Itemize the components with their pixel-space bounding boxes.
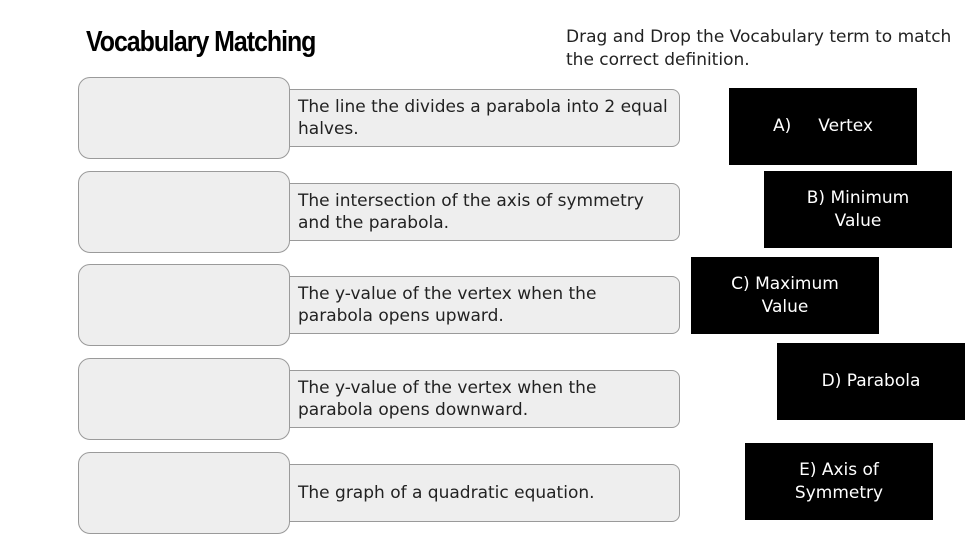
term-card-axis-of-symmetry[interactable]: E) Axis of Symmetry xyxy=(745,443,933,520)
drop-zone-5[interactable] xyxy=(78,452,290,534)
definition-5: The graph of a quadratic equation. xyxy=(280,464,680,522)
term-card-minimum-value[interactable]: B) Minimum Value xyxy=(764,171,952,248)
drop-zone-3[interactable] xyxy=(78,264,290,346)
drop-zone-2[interactable] xyxy=(78,171,290,253)
instructions-text: Drag and Drop the Vocabulary term to match the correct definition. xyxy=(566,27,952,70)
term-card-vertex[interactable]: A) Vertex xyxy=(729,88,917,165)
page-title: Vocabulary Matching xyxy=(86,26,316,58)
drop-zone-1[interactable] xyxy=(78,77,290,159)
definition-4: The y-value of the vertex when the parabola opens downward. xyxy=(280,370,680,428)
term-card-maximum-value[interactable]: C) Maximum Value xyxy=(691,257,879,334)
term-card-parabola[interactable]: D) Parabola xyxy=(777,343,965,420)
definition-1: The line the divides a parabola into 2 equal halves. xyxy=(280,89,680,147)
definition-2: The intersection of the axis of symmetry and the parabola. xyxy=(280,183,680,241)
definition-3: The y-value of the vertex when the parabola opens upward. xyxy=(280,276,680,334)
drop-zone-4[interactable] xyxy=(78,358,290,440)
